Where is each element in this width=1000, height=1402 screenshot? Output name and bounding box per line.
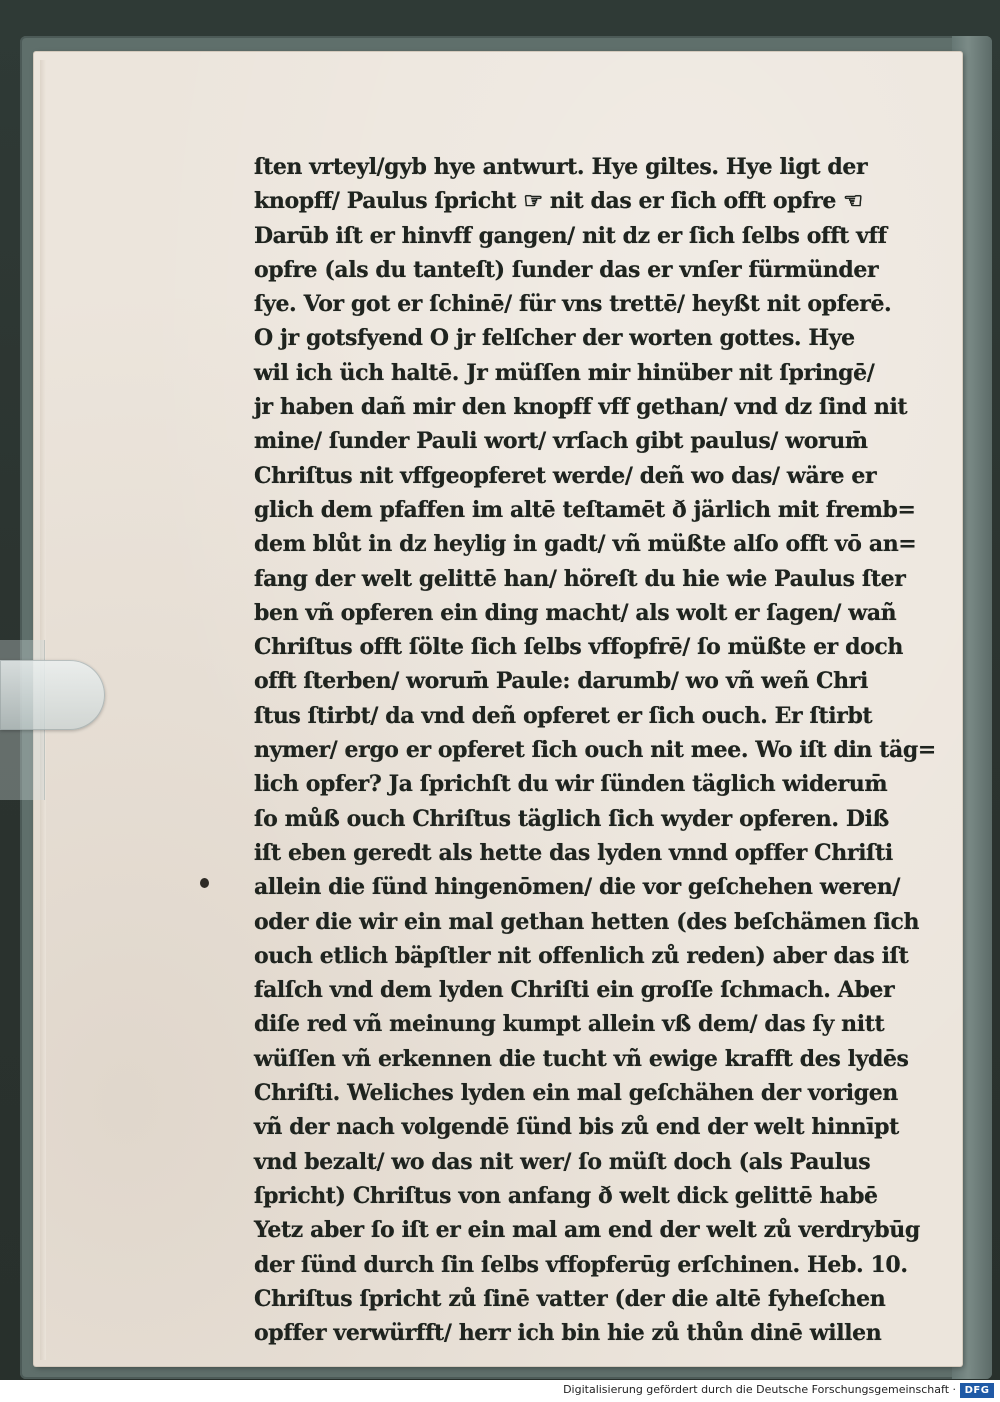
- dfg-logo[interactable]: DFG: [960, 1383, 994, 1398]
- text-line: Yetz aber ſo iſt er ein mal am end der welt zů verdrybūg: [254, 1217, 920, 1244]
- text-line: jr haben dañ mir den knopff vff gethan/ vnd dz ſind nit: [254, 394, 908, 421]
- worm-hole-mark: [200, 878, 209, 888]
- text-line: opffer verwürfft/ herr ich bin hie zů thůn dinē willen: [254, 1320, 882, 1347]
- text-line: Chriſti. Weliches lyden ein mal geſchähen der vorigen: [254, 1080, 898, 1107]
- text-line: ſo můß ouch Chriſtus täglich ſich wyder opferen. Diß: [254, 805, 889, 832]
- text-line: dem blůt in dz heylig in gadt/ vñ müßte alſo offt vō an=: [254, 531, 917, 558]
- text-line: Chriſtus offt ſölte ſich ſelbs vffopfrē/ ſo müßte er doch: [254, 634, 903, 661]
- text-line: iſt eben geredt als hette das lyden vnnd opffer Chriſti: [254, 839, 893, 866]
- text-line: ſye. Vor got er ſchinē/ für vns trettē/ heyßt nit opferē.: [254, 291, 892, 318]
- text-line: Darūb iſt er hinvff gangen/ nit dz er ſich ſelbs offt vff: [254, 222, 887, 249]
- text-line: offt ſterben/ worum̄ Paule: darumb/ wo vñ weñ Chri: [254, 668, 868, 695]
- text-line: ben vñ opferen ein ding macht/ als wolt er ſagen/ wañ: [254, 599, 897, 626]
- text-line: ſten vrteyl/gyb hye antwurt. Hye giltes. Hye ligt der: [254, 154, 868, 180]
- text-line: vnd bezalt/ wo das nit wer/ ſo müſt doch (als Paulus: [254, 1148, 871, 1175]
- text-line: opfre (als du tanteſt) ſunder das er vnſer fürmünder: [254, 256, 879, 283]
- text-line: allein die ſünd hingenōmen/ die vor geſchehen weren/: [254, 874, 900, 901]
- text-line: vñ der nach volgendē ſünd bis zů end der welt hinnīpt: [254, 1114, 899, 1141]
- text-line: der ſünd durch ſin ſelbs vffopferūg erſchinen. Heb. 10.: [254, 1251, 908, 1278]
- funding-credit: Digitalisierung gefördert durch die Deutsche Forschungsgemeinschaft ·: [563, 1383, 956, 1396]
- text-line: lich opfer? Ja ſprichſt du wir ſünden täglich widerum̄: [254, 771, 888, 798]
- footer-bar: [0, 1380, 1000, 1402]
- text-line: nymer/ ergo er opferet ſich ouch nit mee. Wo iſt din täg=: [254, 737, 936, 764]
- text-line: ſpricht) Chriſtus von anfang ð welt dick gelittē habē: [254, 1182, 878, 1209]
- text-line: wil ich üch haltē. Jr müſſen mir hinüber nit ſpringē/: [254, 359, 875, 386]
- plastic-page-clip: [0, 660, 105, 730]
- text-line: Chriſtus ſpricht zů ſinē vatter (der die altē fyheſchen: [254, 1285, 886, 1312]
- text-line: ouch etlich bäpſtler nit offenlich zů reden) aber das iſt: [254, 942, 909, 969]
- text-line: diſe red vñ meinung kumpt allein vß dem/ das ſy nitt: [254, 1011, 885, 1038]
- text-line: knopff/ Paulus ſpricht ☞ nit das er ſich offt opfre ☜: [254, 188, 863, 215]
- text-line: oder die wir ein mal gethan hetten (des beſchämen ſich: [254, 908, 920, 935]
- text-line: Chriſtus nit vffgeopferet werde/ deñ wo das/ wäre er: [254, 462, 877, 489]
- text-line: fang der welt gelittē han/ höreſt du hie wie Paulus ſter: [254, 565, 906, 592]
- text-line: mine/ ſunder Pauli wort/ vrſach gibt paulus/ worum̄: [254, 428, 868, 455]
- text-line: glich dem pfaffen im altē teſtamēt ð järlich mit fremb=: [254, 496, 916, 523]
- text-line: O jr gotsfyend O jr felſcher der worten gottes. Hye: [254, 325, 855, 352]
- text-line: falſch vnd dem lyden Chriſti ein groſſe ſchmach. Aber: [254, 977, 895, 1004]
- text-line: wüſſen vñ erkennen die tucht vñ ewige krafft des lydēs: [254, 1045, 909, 1072]
- printed-text-block: [254, 150, 936, 1347]
- text-line: ſtus ſtirbt/ da vnd deñ opferet er ſich ouch. Er ſtirbt: [254, 702, 873, 729]
